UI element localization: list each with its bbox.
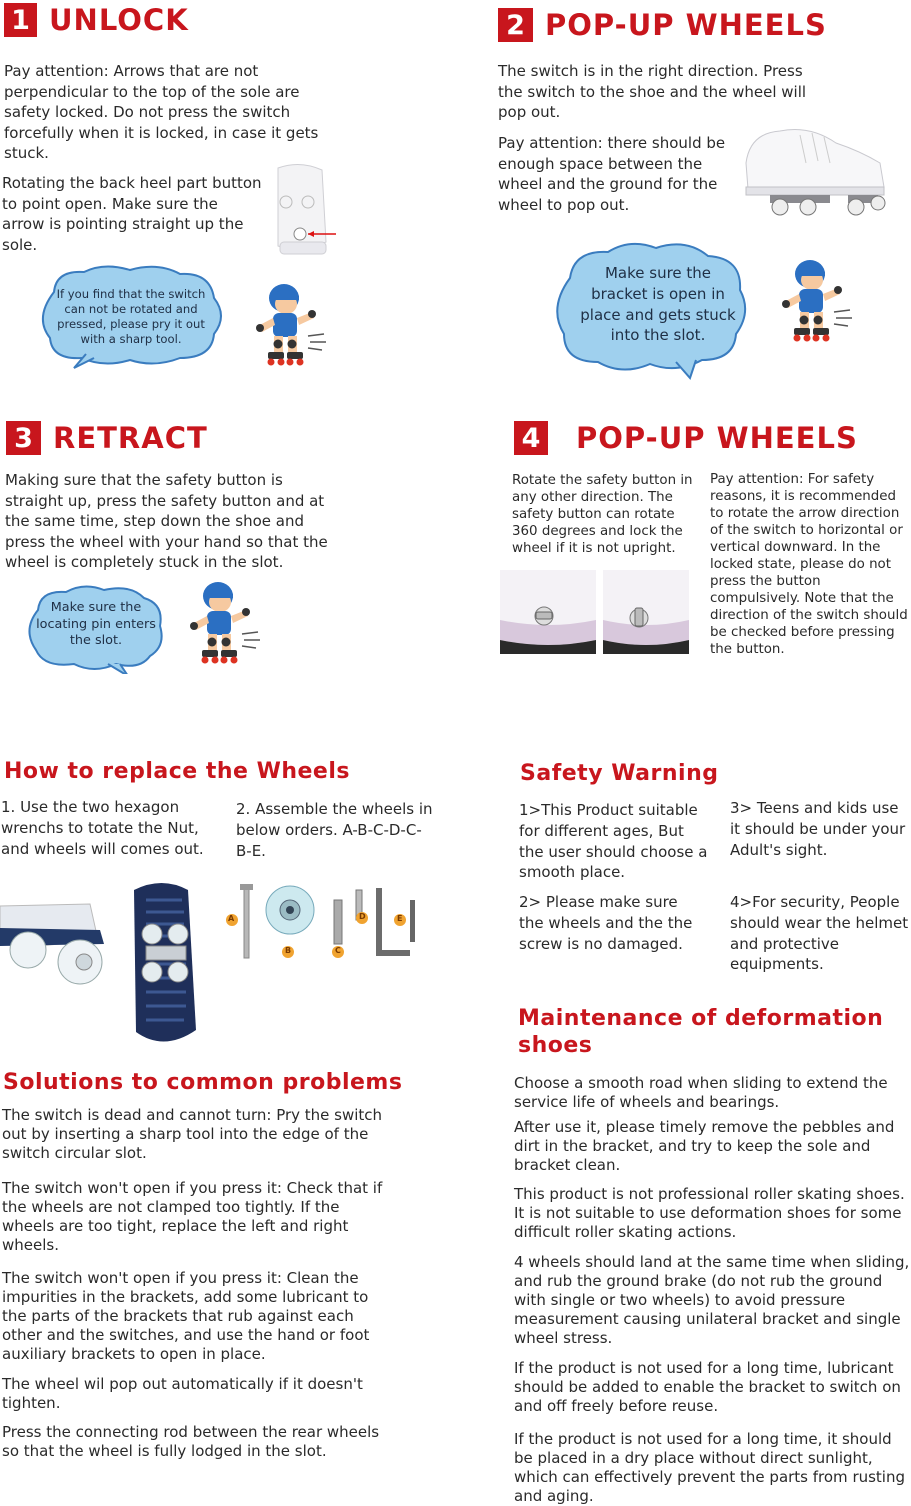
wheel-parts-diagram [224,880,420,964]
unlock-number-badge: 1 [4,3,37,37]
heel-button-image-left [500,570,596,654]
maintenance-para-5: If the product is not used for a long time, lubricant should be added to enable the bracket to switch on and off freely before reuse. [514,1359,901,1415]
popup1-para-1: The switch is in the right direction. Press the switch to the shoe and the wheel will pop out. [498,62,807,122]
popup2-number-badge: 4 [514,421,548,455]
popup2-right-text: Pay attention: For safety reasons, it is recommended to rotate the arrow direction of the switch to horizontal or vertical downward. In the locked state, please do not press the button compulsively. Note that the direction of the switch should be checked before pressing the button. [710,472,908,657]
part-label-c: C [335,946,341,955]
popup2-left-text: Rotate the safety button in any other direction. The safety button can rotate 360 degrees and lock the wheel if it is not upright. [512,473,693,556]
shoe-heel-image [270,162,340,258]
part-label-b: B [285,946,292,955]
unlock-para-1: Pay attention: Arrows that are not perpendicular to the top of the sole are safety locked. Do not press the switch forcefully when it is locked, in case it gets stuck. [4,62,319,163]
unlock-bubble-text: If you find that the switch can not be rotated and pressed, please pry it out with a sharp tool. [56,287,206,346]
solutions-para-3: The switch won't open if you press it: Clean the impurities in the brackets, add some lubricant to the parts of the brackets that rub against each other and the switches, and use the hand or foot auxiliary brackets to open in place. [2,1269,370,1363]
retract-number-badge: 3 [6,421,41,455]
solutions-para-2: The switch won't open if you press it: Check that if the wheels are not clamped too tightly. If the wheels are too tight, replace the left and right wheels. [2,1179,383,1254]
solutions-para-4: The wheel wil pop out automatically if it doesn't tighten. [2,1375,363,1412]
maintenance-para-2: After use it, please timely remove the pebbles and dirt in the bracket, and try to keep the sole and bracket clean. [514,1118,895,1174]
popup2-title: POP-UP WHEELS [576,421,858,455]
maintenance-title [518,1005,883,1059]
heel-button-image-right [603,570,689,654]
maintenance-list [514,1074,910,1506]
part-label-a: A [228,914,235,923]
skating-kid-icon [248,280,328,370]
skating-kid-icon [774,256,854,346]
unlock-para-2: Rotating the back heel part button to point open. Make sure the arrow is pointing straight up the sole. [2,174,262,254]
part-label-e: E [397,914,403,923]
maintenance-title-line-2: shoes [518,1033,593,1058]
white-roller-shoe-image [740,103,890,223]
maintenance-para-1: Choose a smooth road when sliding to extend the service life of wheels and bearings. [514,1074,888,1111]
retract-header [6,421,208,455]
popup1-title: POP-UP WHEELS [545,8,827,42]
maintenance-para-4: 4 wheels should land at the same time when sliding, and rub the ground brake (do not rub the ground with single or two wheels) to avoid pressure measurement causing unilateral bracket and single wheel stress. [514,1253,910,1347]
safety-item-3: 3> Teens and kids use it should be under your Adult's sight. [730,799,906,859]
solutions-para-5: Press the connecting rod between the rear wheels so that the wheel is fully lodged in the slot. [2,1423,380,1460]
part-label-d: D [359,912,366,921]
safety-item-2: 2> Please make sure the wheels and the the screw is no damaged. [519,893,693,953]
solutions-para-1: The switch is dead and cannot turn: Pry the switch out by inserting a sharp tool into the edge of the switch circular slot. [2,1106,383,1162]
skating-kid-icon [182,578,262,668]
maintenance-title-line-1: Maintenance of deformation [518,1006,884,1031]
unlock-title: UNLOCK [49,3,189,37]
popup1-number-badge: 2 [498,8,533,42]
popup1-para-2: Pay attention: there should be enough space between the wheel and the ground for the wheel to pop out. [498,134,726,214]
wheel-removal-image [0,880,228,1050]
retract-title: RETRACT [53,421,208,455]
replace-step-1: 1. Use the two hexagon wrenchs to totate the Nut, and wheels will comes out. [1,798,204,859]
retract-bubble-text: Make sure the locating pin enters the slot. [36,600,156,648]
solutions-list [2,1106,394,1461]
popup1-header [498,8,827,42]
safety-item-1: 1>This Product suitable for different ages, But the user should choose a smooth place. [519,801,708,882]
safety-item-4: 4>For security, People should wear the helmet and protective equipments. [730,893,909,974]
popup1-bubble-text: Make sure the bracket is open in place and gets stuck into the slot. [580,264,736,345]
replace-title: How to replace the Wheels [4,759,350,784]
solutions-title: Solutions to common problems [3,1070,403,1095]
retract-para: Making sure that the safety button is straight up, press the safety button and at the same time, step down the shoe and press the wheel with your hand so that the wheel is completely stuck in the slot. [5,471,328,572]
maintenance-para-3: This product is not professional roller skating shoes. It is not suitable to use deformation shoes for some difficult roller skating actions. [514,1185,905,1241]
safety-title: Safety Warning [520,761,719,786]
maintenance-para-6: If the product is not used for a long time, it should be placed in a dry place without direct sunlight, which can effectively prevent the parts from rusting and aging. [514,1430,906,1505]
unlock-header [4,3,189,37]
popup2-header [514,421,858,455]
replace-step-2: 2. Assemble the wheels in below orders. A-B-C-D-C- B-E. [236,800,433,861]
